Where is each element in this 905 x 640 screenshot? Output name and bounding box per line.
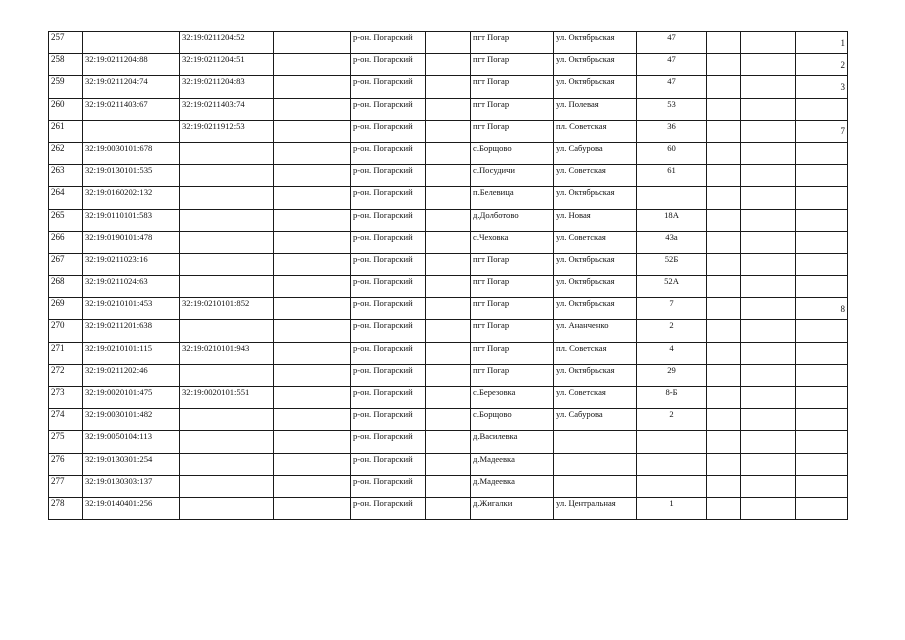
empty-cell: [274, 409, 351, 431]
house-number-cell: 47: [637, 76, 707, 98]
street-cell: ул. Октябрьская: [554, 276, 637, 298]
empty-cell: [426, 187, 471, 209]
empty-cell: [274, 364, 351, 386]
related-cadastral-number: [180, 453, 274, 475]
empty-cell: [274, 342, 351, 364]
settlement-cell: д.Мадеевка: [471, 453, 554, 475]
district-cell: р-он. Погарский: [351, 76, 426, 98]
row-number: 266: [49, 231, 83, 253]
district-cell: р-он. Погарский: [351, 187, 426, 209]
empty-cell: [274, 497, 351, 519]
street-cell: ул. Советская: [554, 231, 637, 253]
extra-number-cell: [796, 187, 848, 209]
district-cell: р-он. Погарский: [351, 453, 426, 475]
extra-number-cell: 2: [796, 54, 848, 76]
table-row: [49, 276, 848, 298]
cadastral-number: 32:19:0020101:475: [83, 387, 180, 409]
cadastral-number: 32:19:0030101:678: [83, 142, 180, 164]
empty-cell: [707, 475, 741, 497]
empty-cell: [741, 342, 796, 364]
row-number: 273: [49, 387, 83, 409]
related-cadastral-number: 32:19:0020101:551: [180, 387, 274, 409]
empty-cell: [741, 320, 796, 342]
extra-number-cell: [796, 453, 848, 475]
settlement-cell: с.Борщово: [471, 142, 554, 164]
settlement-cell: с.Чеховка: [471, 231, 554, 253]
empty-cell: [707, 453, 741, 475]
cadastral-number: 32:19:0130303:137: [83, 475, 180, 497]
settlement-cell: пгт Погар: [471, 276, 554, 298]
empty-cell: [274, 431, 351, 453]
extra-number-cell: 8: [796, 298, 848, 320]
cadastral-number: 32:19:0211201:638: [83, 320, 180, 342]
house-number-cell: 47: [637, 54, 707, 76]
empty-cell: [426, 475, 471, 497]
settlement-cell: пгт Погар: [471, 32, 554, 54]
row-number: 267: [49, 253, 83, 275]
settlement-cell: пгт Погар: [471, 120, 554, 142]
empty-cell: [274, 98, 351, 120]
table-row: [49, 364, 848, 386]
empty-cell: [274, 187, 351, 209]
empty-cell: [274, 142, 351, 164]
related-cadastral-number: [180, 475, 274, 497]
street-cell: ул. Советская: [554, 165, 637, 187]
table-row: [49, 187, 848, 209]
cadastral-number: [83, 32, 180, 54]
empty-cell: [274, 276, 351, 298]
empty-cell: [707, 342, 741, 364]
row-number: 274: [49, 409, 83, 431]
extra-number-cell: [796, 209, 848, 231]
street-cell: ул. Новая: [554, 209, 637, 231]
related-cadastral-number: 32:19:0211204:52: [180, 32, 274, 54]
district-cell: р-он. Погарский: [351, 431, 426, 453]
empty-cell: [707, 76, 741, 98]
table-row: [49, 165, 848, 187]
related-cadastral-number: [180, 409, 274, 431]
empty-cell: [426, 431, 471, 453]
related-cadastral-number: 32:19:0211204:51: [180, 54, 274, 76]
table-row: [49, 142, 848, 164]
row-number: 271: [49, 342, 83, 364]
empty-cell: [426, 409, 471, 431]
house-number-cell: 52А: [637, 276, 707, 298]
district-cell: р-он. Погарский: [351, 231, 426, 253]
settlement-cell: с.Борщово: [471, 409, 554, 431]
district-cell: р-он. Погарский: [351, 364, 426, 386]
district-cell: р-он. Погарский: [351, 253, 426, 275]
empty-cell: [274, 165, 351, 187]
house-number-cell: 60: [637, 142, 707, 164]
settlement-cell: пгт Погар: [471, 298, 554, 320]
cadastral-number: 32:19:0210101:115: [83, 342, 180, 364]
empty-cell: [707, 497, 741, 519]
empty-cell: [707, 298, 741, 320]
row-number: 264: [49, 187, 83, 209]
related-cadastral-number: 32:19:0211912:53: [180, 120, 274, 142]
empty-cell: [741, 475, 796, 497]
related-cadastral-number: [180, 187, 274, 209]
empty-cell: [741, 120, 796, 142]
row-number: 276: [49, 453, 83, 475]
street-cell: ул. Ананченко: [554, 320, 637, 342]
district-cell: р-он. Погарский: [351, 54, 426, 76]
extra-number-cell: [796, 431, 848, 453]
row-number: 277: [49, 475, 83, 497]
empty-cell: [426, 253, 471, 275]
empty-cell: [274, 76, 351, 98]
settlement-cell: пгт Погар: [471, 253, 554, 275]
empty-cell: [426, 98, 471, 120]
house-number-cell: 4: [637, 342, 707, 364]
row-number: 257: [49, 32, 83, 54]
street-cell: [554, 431, 637, 453]
cadastral-number: 32:19:0160202:132: [83, 187, 180, 209]
street-cell: ул. Октябрьская: [554, 54, 637, 76]
house-number-cell: 61: [637, 165, 707, 187]
district-cell: р-он. Погарский: [351, 32, 426, 54]
extra-number-cell: [796, 276, 848, 298]
settlement-cell: д.Долботово: [471, 209, 554, 231]
settlement-cell: пгт Погар: [471, 98, 554, 120]
street-cell: ул. Полевая: [554, 98, 637, 120]
empty-cell: [426, 276, 471, 298]
empty-cell: [426, 76, 471, 98]
empty-cell: [707, 276, 741, 298]
empty-cell: [741, 165, 796, 187]
related-cadastral-number: 32:19:0210101:943: [180, 342, 274, 364]
table-row: [49, 231, 848, 253]
related-cadastral-number: [180, 497, 274, 519]
related-cadastral-number: [180, 431, 274, 453]
empty-cell: [707, 231, 741, 253]
cadastral-number: 32:19:0211023:16: [83, 253, 180, 275]
row-number: 268: [49, 276, 83, 298]
street-cell: ул. Октябрьская: [554, 364, 637, 386]
row-number: 270: [49, 320, 83, 342]
house-number-cell: 29: [637, 364, 707, 386]
empty-cell: [426, 32, 471, 54]
settlement-cell: д.Мадеевка: [471, 475, 554, 497]
empty-cell: [274, 54, 351, 76]
street-cell: ул. Октябрьская: [554, 187, 637, 209]
table-row: [49, 253, 848, 275]
street-cell: пл. Советская: [554, 342, 637, 364]
empty-cell: [741, 387, 796, 409]
street-cell: [554, 475, 637, 497]
empty-cell: [426, 142, 471, 164]
empty-cell: [741, 54, 796, 76]
house-number-cell: [637, 431, 707, 453]
settlement-cell: пгт Погар: [471, 364, 554, 386]
settlement-cell: пгт Погар: [471, 342, 554, 364]
empty-cell: [707, 253, 741, 275]
cadastral-number: 32:19:0050104:113: [83, 431, 180, 453]
empty-cell: [426, 231, 471, 253]
cadastral-number: 32:19:0211024:63: [83, 276, 180, 298]
district-cell: р-он. Погарский: [351, 298, 426, 320]
settlement-cell: пгт Погар: [471, 54, 554, 76]
settlement-cell: д.Василевка: [471, 431, 554, 453]
empty-cell: [741, 497, 796, 519]
table-row: [49, 120, 848, 142]
cadastral-number: 32:19:0211202:46: [83, 364, 180, 386]
empty-cell: [741, 142, 796, 164]
cadastral-number: 32:19:0211403:67: [83, 98, 180, 120]
row-number: 260: [49, 98, 83, 120]
empty-cell: [426, 364, 471, 386]
table-row: [49, 320, 848, 342]
empty-cell: [426, 387, 471, 409]
house-number-cell: 2: [637, 320, 707, 342]
related-cadastral-number: [180, 253, 274, 275]
empty-cell: [426, 497, 471, 519]
table-row: [49, 431, 848, 453]
table-row: [49, 32, 848, 54]
table-row: [49, 497, 848, 519]
empty-cell: [426, 320, 471, 342]
cadastral-number: 32:19:0030101:482: [83, 409, 180, 431]
related-cadastral-number: 32:19:0210101:852: [180, 298, 274, 320]
empty-cell: [707, 54, 741, 76]
house-number-cell: 43а: [637, 231, 707, 253]
empty-cell: [741, 453, 796, 475]
table-row: [49, 387, 848, 409]
house-number-cell: 8-Б: [637, 387, 707, 409]
table-row: [49, 453, 848, 475]
extra-number-cell: 3: [796, 76, 848, 98]
house-number-cell: 53: [637, 98, 707, 120]
related-cadastral-number: [180, 320, 274, 342]
empty-cell: [741, 298, 796, 320]
empty-cell: [707, 364, 741, 386]
house-number-cell: 7: [637, 298, 707, 320]
settlement-cell: пгт Погар: [471, 76, 554, 98]
district-cell: р-он. Погарский: [351, 342, 426, 364]
street-cell: ул. Центральная: [554, 497, 637, 519]
empty-cell: [741, 209, 796, 231]
extra-number-cell: [796, 387, 848, 409]
settlement-cell: п.Белевица: [471, 187, 554, 209]
empty-cell: [274, 209, 351, 231]
cadastral-number: 32:19:0110101:583: [83, 209, 180, 231]
extra-number-cell: [796, 497, 848, 519]
row-number: 261: [49, 120, 83, 142]
empty-cell: [274, 120, 351, 142]
empty-cell: [707, 32, 741, 54]
house-number-cell: [637, 187, 707, 209]
related-cadastral-number: 32:19:0211204:83: [180, 76, 274, 98]
extra-number-cell: [796, 475, 848, 497]
street-cell: пл. Советская: [554, 120, 637, 142]
street-cell: ул. Октябрьская: [554, 253, 637, 275]
empty-cell: [274, 320, 351, 342]
table-row: [49, 409, 848, 431]
extra-number-cell: [796, 253, 848, 275]
table-row: [49, 342, 848, 364]
empty-cell: [741, 76, 796, 98]
empty-cell: [707, 209, 741, 231]
settlement-cell: с.Посудичи: [471, 165, 554, 187]
empty-cell: [707, 320, 741, 342]
empty-cell: [707, 187, 741, 209]
district-cell: р-он. Погарский: [351, 409, 426, 431]
row-number: 278: [49, 497, 83, 519]
district-cell: р-он. Погарский: [351, 276, 426, 298]
district-cell: р-он. Погарский: [351, 142, 426, 164]
related-cadastral-number: [180, 364, 274, 386]
street-cell: ул. Сабурова: [554, 142, 637, 164]
empty-cell: [426, 298, 471, 320]
empty-cell: [274, 231, 351, 253]
empty-cell: [426, 165, 471, 187]
row-number: 262: [49, 142, 83, 164]
extra-number-cell: [796, 320, 848, 342]
cadastral-number: 32:19:0211204:74: [83, 76, 180, 98]
empty-cell: [741, 98, 796, 120]
house-number-cell: 47: [637, 32, 707, 54]
district-cell: р-он. Погарский: [351, 475, 426, 497]
cadastral-number: 32:19:0130101:535: [83, 165, 180, 187]
house-number-cell: 52Б: [637, 253, 707, 275]
related-cadastral-number: 32:19:0211403:74: [180, 98, 274, 120]
house-number-cell: 18А: [637, 209, 707, 231]
extra-number-cell: 1: [796, 32, 848, 54]
cadastral-number: 32:19:0190101:478: [83, 231, 180, 253]
empty-cell: [274, 298, 351, 320]
house-number-cell: [637, 453, 707, 475]
street-cell: ул. Октябрьская: [554, 298, 637, 320]
empty-cell: [741, 276, 796, 298]
row-number: 258: [49, 54, 83, 76]
house-number-cell: [637, 475, 707, 497]
empty-cell: [274, 253, 351, 275]
district-cell: р-он. Погарский: [351, 497, 426, 519]
street-cell: ул. Советская: [554, 387, 637, 409]
empty-cell: [707, 98, 741, 120]
empty-cell: [741, 231, 796, 253]
cadastral-number: 32:19:0130301:254: [83, 453, 180, 475]
empty-cell: [741, 431, 796, 453]
related-cadastral-number: [180, 209, 274, 231]
empty-cell: [741, 364, 796, 386]
cadastral-number: [83, 120, 180, 142]
street-cell: ул. Октябрьская: [554, 32, 637, 54]
extra-number-cell: [796, 98, 848, 120]
table-row: [49, 209, 848, 231]
empty-cell: [707, 431, 741, 453]
related-cadastral-number: [180, 231, 274, 253]
empty-cell: [707, 165, 741, 187]
empty-cell: [707, 142, 741, 164]
district-cell: р-он. Погарский: [351, 120, 426, 142]
district-cell: р-он. Погарский: [351, 387, 426, 409]
extra-number-cell: [796, 409, 848, 431]
table-row: [49, 98, 848, 120]
empty-cell: [707, 409, 741, 431]
settlement-cell: д.Жигалки: [471, 497, 554, 519]
cadastral-number: 32:19:0210101:453: [83, 298, 180, 320]
extra-number-cell: [796, 231, 848, 253]
empty-cell: [274, 475, 351, 497]
empty-cell: [741, 253, 796, 275]
house-number-cell: 2: [637, 409, 707, 431]
street-cell: [554, 453, 637, 475]
empty-cell: [741, 32, 796, 54]
cadastral-number: 32:19:0211204:88: [83, 54, 180, 76]
empty-cell: [741, 187, 796, 209]
row-number: 265: [49, 209, 83, 231]
empty-cell: [741, 409, 796, 431]
empty-cell: [426, 453, 471, 475]
district-cell: р-он. Погарский: [351, 320, 426, 342]
extra-number-cell: [796, 165, 848, 187]
cadastral-number: 32:19:0140401:256: [83, 497, 180, 519]
empty-cell: [426, 209, 471, 231]
row-number: 263: [49, 165, 83, 187]
row-number: 275: [49, 431, 83, 453]
street-cell: ул. Октябрьская: [554, 76, 637, 98]
row-number: 259: [49, 76, 83, 98]
extra-number-cell: [796, 142, 848, 164]
house-number-cell: 36: [637, 120, 707, 142]
empty-cell: [426, 54, 471, 76]
district-cell: р-он. Погарский: [351, 165, 426, 187]
related-cadastral-number: [180, 142, 274, 164]
extra-number-cell: [796, 364, 848, 386]
empty-cell: [274, 387, 351, 409]
extra-number-cell: [796, 342, 848, 364]
extra-number-cell: 7: [796, 120, 848, 142]
related-cadastral-number: [180, 276, 274, 298]
property-register-table: [48, 31, 848, 520]
settlement-cell: пгт Погар: [471, 320, 554, 342]
empty-cell: [707, 120, 741, 142]
empty-cell: [426, 342, 471, 364]
table-row: [49, 54, 848, 76]
table-row: [49, 76, 848, 98]
house-number-cell: 1: [637, 497, 707, 519]
row-number: 269: [49, 298, 83, 320]
related-cadastral-number: [180, 165, 274, 187]
district-cell: р-он. Погарский: [351, 209, 426, 231]
empty-cell: [274, 453, 351, 475]
empty-cell: [274, 32, 351, 54]
table-row: [49, 298, 848, 320]
district-cell: р-он. Погарский: [351, 98, 426, 120]
empty-cell: [707, 387, 741, 409]
table-row: [49, 475, 848, 497]
table-body: [49, 32, 848, 520]
street-cell: ул. Сабурова: [554, 409, 637, 431]
empty-cell: [426, 120, 471, 142]
settlement-cell: с.Березовка: [471, 387, 554, 409]
row-number: 272: [49, 364, 83, 386]
